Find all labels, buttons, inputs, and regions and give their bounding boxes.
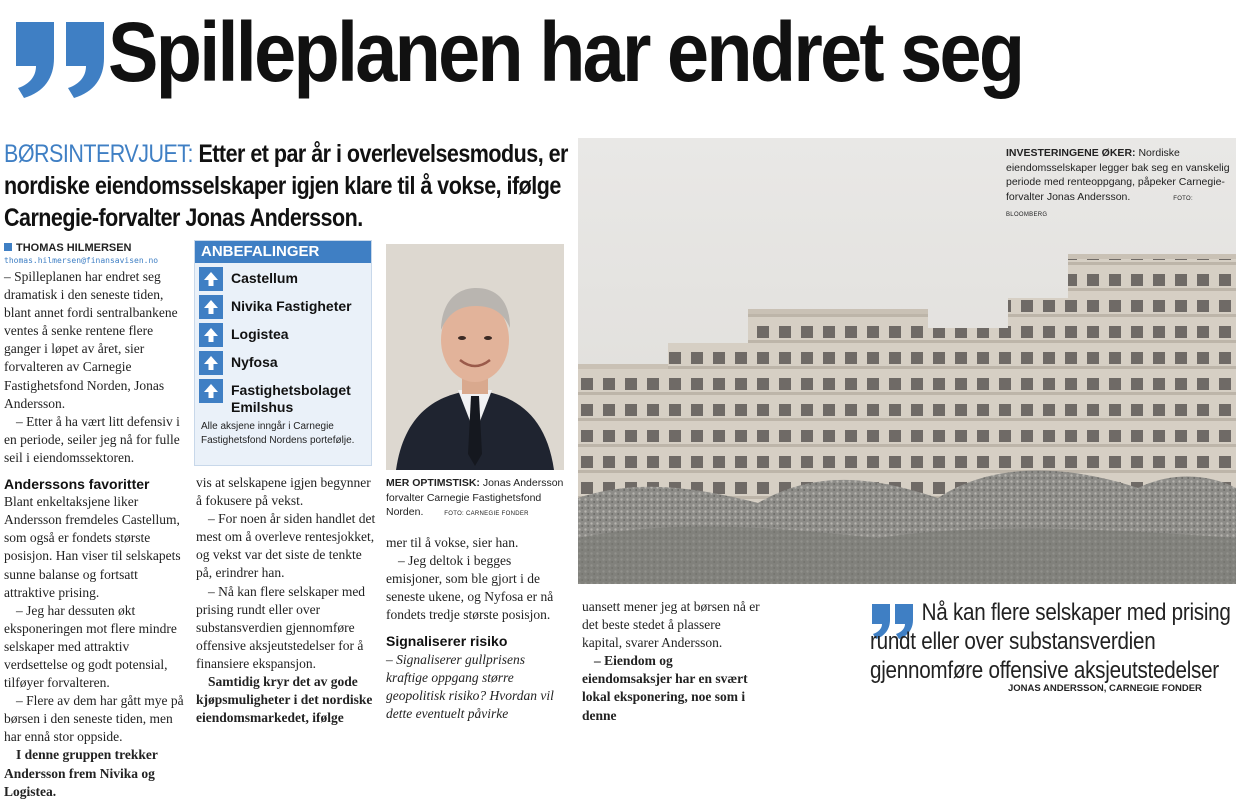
article-column-3 — [386, 534, 566, 723]
paragraph: – Nå kan flere selskaper med prising rundt eller over substansverdien gjennomføre offensive aksjeutstedelser for å finansiere ekspansjon. — [196, 583, 366, 671]
subheading: Anderssons favoritter — [4, 476, 150, 493]
paragraph: I denne gruppen trekker Andersson frem Nivika og Logistea. — [4, 747, 158, 799]
paragraph: Blant enkeltaksjene liker Andersson fremdeles Castellum, som også er fondets største posisjon. Han viser til selskapets sunne balanse og fortsatt attraktive prising. — [4, 494, 181, 600]
recommendation-label: Fastighetsbolaget Emilshus — [231, 382, 351, 415]
lead-text: Etter et par år i overlevelsesmodus, er nordiske eiendomsselskaper igjen klare til å vokse, ifølge Carnegie-forvalter Jonas Andersson. — [4, 140, 568, 232]
caption-text: Nordiske eiendomsselskaper legger bak seg en vanskelig periode med renteoppgang, påpeker Carnegie-forvalter Jonas Andersson. — [1006, 147, 1230, 203]
paragraph: mer til å vokse, sier han. — [386, 535, 519, 550]
photo-credit: FOTO: BLOOMBERG — [1006, 195, 1193, 218]
paragraph: – For noen år siden handlet det mest om å overleve rentesjokket, og vekst var det siste de tenkte på, erindrer han. — [196, 511, 376, 581]
paragraph: – Etter å ha vært litt defensiv i en periode, seiler jeg nå for fulle seil i eiendomssektoren. — [4, 413, 180, 465]
quote-mark-icon — [8, 2, 118, 102]
arrow-up-icon — [199, 323, 223, 347]
box-title: ANBEFALINGER — [195, 241, 371, 263]
caption-text: Jonas Andersson forvalter Carnegie Fastighetsfond Norden. — [386, 477, 564, 518]
paragraph: vis at selskapene igjen begynner å fokusere på vekst. — [196, 475, 371, 509]
byline-square-icon — [4, 243, 12, 251]
recommendations-box — [194, 240, 372, 466]
lead-paragraph — [4, 138, 572, 234]
recommendation-label: Nivika Fastigheter — [231, 298, 352, 314]
portrait-caption — [386, 476, 564, 522]
paragraph: uansett mener jeg at børsen nå er det beste stedet å plassere kapital, svarer Andersson. — [582, 599, 760, 651]
recommendation-item — [199, 379, 367, 416]
paragraph: – Flere av dem har gått mye på børsen i den seneste tiden, men har ennå stor oppside. — [4, 693, 184, 745]
arrow-up-icon — [199, 351, 223, 375]
caption-label: MER OPTIMSTISK: — [386, 477, 480, 489]
subheading: Signaliserer risiko — [386, 633, 508, 650]
paragraph: Samtidig kryr det av gode kjøpsmuligheter i det nordiske eiendomsmarkedet, ifølge — [196, 674, 373, 726]
headline: Spilleplanen har endret seg — [108, 5, 1023, 99]
portrait-illustration — [386, 244, 564, 470]
caption-label: INVESTERINGENE ØKER: — [1006, 147, 1136, 159]
portrait-photo — [386, 244, 564, 470]
lead-kicker: BØRSINTERVJUET: — [4, 140, 193, 168]
article-column-4 — [582, 598, 762, 725]
recommendation-label: Nyfosa — [231, 354, 278, 370]
pull-quote: Nå kan flere selskaper med prising rundt eller over substansverdien gjennomføre offensive aksjeutstedelser — [870, 599, 1231, 684]
paragraph: – Eiendom og eiendomsaksjer har en svært lokal eksponering, noe som i denne — [582, 653, 748, 723]
arrow-up-icon — [199, 295, 223, 319]
author-name: THOMAS HILMERSEN — [16, 242, 132, 254]
article-column-1 — [4, 268, 184, 801]
arrow-up-icon — [199, 267, 223, 291]
recommendation-label: Logistea — [231, 326, 289, 342]
arrow-up-icon — [199, 379, 223, 403]
photo-caption — [1006, 146, 1234, 223]
byline — [4, 242, 132, 254]
author-email[interactable]: thomas.hilmersen@finansavisen.no — [4, 256, 159, 265]
photo-credit: FOTO: CARNEGIE FONDER — [444, 511, 529, 517]
paragraph: – Jeg deltok i begges emisjoner, som ble gjort i de seneste ukene, og Nyfosa er nå fondets tredje største posisjon. — [386, 553, 554, 623]
paragraph: – Signaliserer gullprisens kraftige oppgang større geopolitisk risiko? Hvordan vil dette eventuelt påvirke — [386, 651, 554, 721]
recommendation-item — [199, 295, 367, 319]
recommendation-item — [199, 323, 367, 347]
box-note: Alle aksjene inngår i Carnegie Fastighetsfond Nordens portefølje. — [201, 421, 355, 446]
recommendation-label: Castellum — [231, 270, 298, 286]
paragraph: – Spilleplanen har endret seg dramatisk i den seneste tiden, blant annet fordi sentralbankene ventes å senke rentene flere ganger i løpet av året, sier forvalteren av Carnegie Fastighetsfond Norden, Jonas Andersson. — [4, 269, 178, 411]
article-column-2 — [196, 474, 376, 727]
recommendation-item — [199, 267, 367, 291]
recommendation-item — [199, 351, 367, 375]
paragraph: – Jeg har dessuten økt eksponeringen mot flere mindre selskaper med attraktiv verdsettelse og godt potensial, tilføyer forvalteren. — [4, 602, 177, 691]
pull-quote-source: JONAS ANDERSSON, CARNEGIE FONDER — [1008, 683, 1202, 694]
